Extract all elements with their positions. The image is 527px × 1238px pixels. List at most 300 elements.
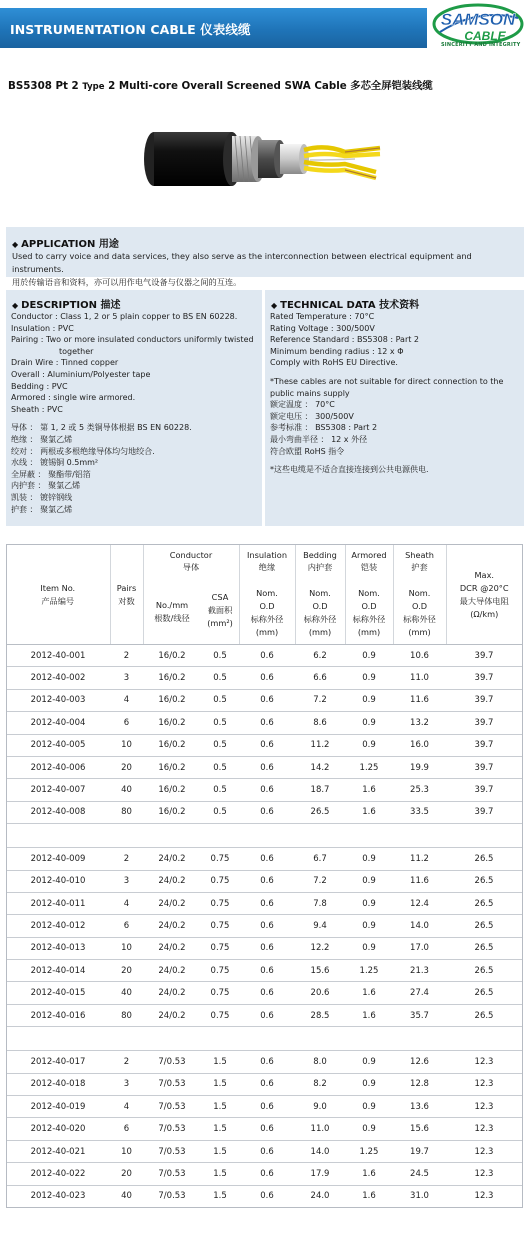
header-text: Nom. bbox=[358, 588, 380, 598]
header-text: Insulation bbox=[246, 550, 288, 560]
table-cell: 11.2 bbox=[295, 734, 345, 756]
header-text: O.D bbox=[259, 601, 275, 611]
technical-line-cn: 符合欧盟 RoHS 指令 bbox=[270, 446, 345, 456]
table-cell: 4 bbox=[110, 1096, 143, 1118]
table-cell: 2012-40-006 bbox=[6, 756, 110, 778]
table-cell: 6 bbox=[110, 1118, 143, 1140]
table-cell: 0.9 bbox=[345, 734, 393, 756]
description-line-cn: 绝缘 ： 聚氯乙烯 bbox=[11, 434, 73, 444]
header-text: 截面积 bbox=[207, 605, 233, 615]
table-cell: 0.5 bbox=[201, 645, 239, 667]
table-cell: 26.5 bbox=[446, 937, 522, 959]
description-panel bbox=[6, 290, 262, 526]
header-text: Item No. bbox=[40, 583, 76, 593]
table-cell: 40 bbox=[110, 1185, 143, 1207]
table-cell: 7/0.53 bbox=[143, 1073, 201, 1095]
header-insulation bbox=[239, 544, 295, 645]
table-cell: 16/0.2 bbox=[143, 689, 201, 711]
header-item bbox=[6, 544, 110, 645]
header-text: 铠装 bbox=[360, 562, 378, 572]
header-text: Sheath bbox=[405, 550, 434, 560]
table-cell: 0.6 bbox=[239, 1140, 295, 1162]
table-cell: 40 bbox=[110, 982, 143, 1004]
table-cell: 17.9 bbox=[295, 1163, 345, 1185]
table-header-row bbox=[6, 544, 522, 645]
table-cell: 28.5 bbox=[295, 1004, 345, 1026]
table-cell: 26.5 bbox=[446, 1004, 522, 1026]
table-cell: 0.9 bbox=[345, 645, 393, 667]
table-cell: 1.6 bbox=[345, 1004, 393, 1026]
table-cell: 0.9 bbox=[345, 1096, 393, 1118]
table-cell: 0.5 bbox=[201, 801, 239, 823]
header-text: Max. bbox=[474, 570, 495, 580]
table-row bbox=[6, 1163, 522, 1185]
table-cell: 39.7 bbox=[446, 734, 522, 756]
table-cell: 24/0.2 bbox=[143, 848, 201, 870]
table-cell: 1.6 bbox=[345, 1163, 393, 1185]
table-cell: 40 bbox=[110, 779, 143, 801]
table-row bbox=[6, 1004, 522, 1026]
table-cell: 15.6 bbox=[393, 1118, 446, 1140]
table-cell: 1.6 bbox=[345, 1185, 393, 1207]
table-cell: 2012-40-008 bbox=[6, 801, 110, 823]
table-row bbox=[6, 848, 522, 870]
table-cell: 12.3 bbox=[446, 1140, 522, 1162]
header-text: 标称外径 bbox=[303, 614, 337, 624]
table-cell: 12.2 bbox=[295, 937, 345, 959]
table-cell: 2012-40-012 bbox=[6, 915, 110, 937]
description-line-cn: 全屏蔽 ： 聚酯带/铝箔 bbox=[11, 469, 91, 479]
table-cell: 25.3 bbox=[393, 779, 446, 801]
table-cell: 21.3 bbox=[393, 960, 446, 982]
table-cell: 0.9 bbox=[345, 870, 393, 892]
description-line: Drain Wire : Tinned copper bbox=[11, 358, 119, 368]
header-dcr bbox=[446, 544, 522, 645]
table-cell: 7/0.53 bbox=[143, 1140, 201, 1162]
table-cell: 7.2 bbox=[295, 689, 345, 711]
table-cell: 2 bbox=[110, 848, 143, 870]
table-cell: 0.9 bbox=[345, 1073, 393, 1095]
table-cell: 2012-40-003 bbox=[6, 689, 110, 711]
header-text: 最大导体电阻 bbox=[459, 596, 509, 606]
table-cell: 2012-40-023 bbox=[6, 1185, 110, 1207]
table-cell: 19.7 bbox=[393, 1140, 446, 1162]
table-cell: 14.0 bbox=[393, 915, 446, 937]
table-cell: 2012-40-016 bbox=[6, 1004, 110, 1026]
table-cell: 0.6 bbox=[239, 689, 295, 711]
description-line: Pairing : Two or more insulated conductors uniformly twisted bbox=[11, 335, 254, 345]
table-cell: 13.2 bbox=[393, 712, 446, 734]
header-text: (mm²) bbox=[207, 618, 233, 628]
table-cell: 2012-40-020 bbox=[6, 1118, 110, 1140]
diamond-bullet-icon: ◆ bbox=[12, 240, 19, 249]
table-cell: 1.5 bbox=[201, 1140, 239, 1162]
table-cell: 1.25 bbox=[345, 1140, 393, 1162]
table-cell: 2012-40-018 bbox=[6, 1073, 110, 1095]
table-cell: 7/0.53 bbox=[143, 1051, 201, 1073]
table-cell: 16/0.2 bbox=[143, 712, 201, 734]
table-row bbox=[6, 734, 522, 756]
table-cell: 10 bbox=[110, 1140, 143, 1162]
table-cell: 0.9 bbox=[345, 892, 393, 914]
table-cell: 7/0.53 bbox=[143, 1096, 201, 1118]
header-text: 护套 bbox=[411, 562, 428, 572]
table-row bbox=[6, 1118, 522, 1140]
table-cell: 0.6 bbox=[239, 779, 295, 801]
header-pairs bbox=[110, 544, 143, 645]
header-text: (Ω/km) bbox=[470, 609, 499, 619]
table-cell: 0.5 bbox=[201, 667, 239, 689]
table-cell: 2012-40-004 bbox=[6, 712, 110, 734]
table-cell: 2012-40-010 bbox=[6, 870, 110, 892]
table-cell: 0.6 bbox=[239, 801, 295, 823]
table-cell: 0.6 bbox=[239, 734, 295, 756]
table-row bbox=[6, 1073, 522, 1095]
table-cell: 0.6 bbox=[239, 712, 295, 734]
table-spacer-row bbox=[6, 824, 522, 848]
table-cell: 24/0.2 bbox=[143, 915, 201, 937]
technical-line-cn: 额定电压 ： 300/500V bbox=[270, 411, 354, 421]
table-cell: 6 bbox=[110, 712, 143, 734]
description-line-cn: 导体 ： 第 1, 2 或 5 类铜导体根据 BS EN 60228. bbox=[11, 423, 192, 433]
table-cell: 11.0 bbox=[295, 1118, 345, 1140]
table-cell: 0.75 bbox=[201, 870, 239, 892]
table-cell: 8.2 bbox=[295, 1073, 345, 1095]
table-row bbox=[6, 645, 522, 667]
table-row bbox=[6, 982, 522, 1004]
table-cell: 0.75 bbox=[201, 1004, 239, 1026]
description-line-cn: 内护套 ： 聚氯乙烯 bbox=[11, 481, 81, 491]
table-cell: 0.5 bbox=[201, 756, 239, 778]
table-cell: 2012-40-011 bbox=[6, 892, 110, 914]
table-cell: 0.9 bbox=[345, 848, 393, 870]
table-cell: 0.6 bbox=[239, 1118, 295, 1140]
description-line-cn: 凯装 ： 镀锌钢线 bbox=[11, 492, 73, 502]
table-cell: 0.5 bbox=[201, 734, 239, 756]
table-cell: 18.7 bbox=[295, 779, 345, 801]
table-cell: 12.3 bbox=[446, 1118, 522, 1140]
table-cell: 12.3 bbox=[446, 1073, 522, 1095]
table-row bbox=[6, 870, 522, 892]
table-cell: 2012-40-002 bbox=[6, 667, 110, 689]
table-cell: 8.0 bbox=[295, 1051, 345, 1073]
table-row bbox=[6, 689, 522, 711]
table-row bbox=[6, 937, 522, 959]
table-cell: 0.75 bbox=[201, 848, 239, 870]
table-cell: 12.3 bbox=[446, 1051, 522, 1073]
table-cell: 26.5 bbox=[295, 801, 345, 823]
table-cell: 7/0.53 bbox=[143, 1185, 201, 1207]
table-cell: 12.6 bbox=[393, 1051, 446, 1073]
table-cell: 10 bbox=[110, 937, 143, 959]
table-cell: 26.5 bbox=[446, 960, 522, 982]
table-cell: 20 bbox=[110, 960, 143, 982]
header-text: O.D bbox=[361, 601, 377, 611]
table-cell: 20.6 bbox=[295, 982, 345, 1004]
table-cell: 16/0.2 bbox=[143, 756, 201, 778]
header-text: (mm) bbox=[308, 627, 332, 637]
table-cell: 14.2 bbox=[295, 756, 345, 778]
table-cell: 1.25 bbox=[345, 960, 393, 982]
header-text: Nom. bbox=[256, 588, 278, 598]
table-cell: 11.6 bbox=[393, 870, 446, 892]
table-spacer-cell bbox=[6, 1027, 522, 1051]
table-cell: 12.4 bbox=[393, 892, 446, 914]
table-cell: 26.5 bbox=[446, 870, 522, 892]
table-cell: 24/0.2 bbox=[143, 870, 201, 892]
table-cell: 0.75 bbox=[201, 892, 239, 914]
technical-panel bbox=[265, 290, 524, 526]
table-cell: 2012-40-014 bbox=[6, 960, 110, 982]
table-cell: 10.6 bbox=[393, 645, 446, 667]
technical-line: Reference Standard : BS5308 : Part 2 bbox=[270, 335, 419, 345]
table-cell: 6.2 bbox=[295, 645, 345, 667]
table-cell: 0.75 bbox=[201, 960, 239, 982]
table-cell: 6.7 bbox=[295, 848, 345, 870]
table-cell: 2012-40-007 bbox=[6, 779, 110, 801]
table-cell: 0.6 bbox=[239, 1185, 295, 1207]
header-text: 标称外径 bbox=[352, 614, 386, 624]
table-cell: 4 bbox=[110, 689, 143, 711]
table-cell: 2 bbox=[110, 645, 143, 667]
spec-table-body bbox=[6, 544, 522, 1207]
table-cell: 11.2 bbox=[393, 848, 446, 870]
application-text-cn: 用於传输语音和资料，亦可以用作电气设备与仪器之间的互连。 bbox=[12, 277, 242, 287]
table-cell: 0.6 bbox=[239, 1096, 295, 1118]
table-cell: 1.25 bbox=[345, 756, 393, 778]
table-cell: 0.6 bbox=[239, 1073, 295, 1095]
application-text bbox=[12, 250, 526, 289]
table-cell: 15.6 bbox=[295, 960, 345, 982]
table-cell: 1.5 bbox=[201, 1163, 239, 1185]
table-row bbox=[6, 892, 522, 914]
technical-heading: ◆ TECHNICAL DATA 技术资料 bbox=[271, 300, 420, 311]
table-cell: 2 bbox=[110, 1051, 143, 1073]
table-cell: 12.8 bbox=[393, 1073, 446, 1095]
header-text: Pairs bbox=[116, 583, 137, 593]
table-cell: 1.5 bbox=[201, 1096, 239, 1118]
table-cell: 0.6 bbox=[239, 848, 295, 870]
header-text: (mm) bbox=[357, 627, 381, 637]
technical-note-en: *These cables are not suitable for direct connection to the bbox=[270, 376, 504, 386]
table-cell: 7.2 bbox=[295, 870, 345, 892]
table-row bbox=[6, 667, 522, 689]
header-text: O.D bbox=[312, 601, 328, 611]
table-cell: 24/0.2 bbox=[143, 982, 201, 1004]
table-cell: 7.8 bbox=[295, 892, 345, 914]
technical-line-cn: 额定温度 ： 70°C bbox=[270, 400, 335, 410]
table-cell: 17.0 bbox=[393, 937, 446, 959]
header-bedding bbox=[295, 544, 345, 645]
table-row bbox=[6, 1140, 522, 1162]
product-title-a: BS5308 Pt 2 bbox=[8, 80, 79, 92]
description-line: Insulation : PVC bbox=[11, 323, 74, 333]
table-cell: 0.6 bbox=[239, 982, 295, 1004]
header-text: (mm) bbox=[255, 627, 279, 637]
header-text: 绝缘 bbox=[258, 562, 276, 572]
table-cell: 12.3 bbox=[446, 1163, 522, 1185]
table-row bbox=[6, 756, 522, 778]
product-title-c: 2 Multi-core Overall Screened SWA Cable 多芯全屏铠装线缆 bbox=[108, 80, 433, 92]
technical-lines bbox=[270, 311, 503, 476]
page-header bbox=[0, 0, 527, 60]
product-title-b: Type bbox=[82, 82, 105, 92]
table-cell: 0.75 bbox=[201, 982, 239, 1004]
table-cell: 0.6 bbox=[239, 915, 295, 937]
table-row bbox=[6, 712, 522, 734]
table-row bbox=[6, 779, 522, 801]
table-cell: 24/0.2 bbox=[143, 1004, 201, 1026]
header-text: Nom. bbox=[408, 588, 431, 598]
table-cell: 2012-40-013 bbox=[6, 937, 110, 959]
table-cell: 0.6 bbox=[239, 960, 295, 982]
table-cell: 80 bbox=[110, 1004, 143, 1026]
header-text: Nom. bbox=[309, 588, 331, 598]
table-cell: 0.9 bbox=[345, 1118, 393, 1140]
description-line-cn: 水线 ： 镀锡铜 0.5mm² bbox=[11, 458, 99, 468]
table-row bbox=[6, 1185, 522, 1207]
technical-line-cn: 最小弯曲半径 ： 12 x 外径 bbox=[270, 434, 368, 444]
table-cell: 39.7 bbox=[446, 689, 522, 711]
technical-line-cn: 参考标准 ： BS5308 : Part 2 bbox=[270, 423, 378, 433]
application-heading: ◆ APPLICATION 用途 bbox=[12, 239, 119, 250]
table-cell: 26.5 bbox=[446, 915, 522, 937]
table-cell: 0.6 bbox=[239, 645, 295, 667]
table-cell: 8.6 bbox=[295, 712, 345, 734]
header-armored bbox=[345, 544, 393, 645]
table-cell: 24.0 bbox=[295, 1185, 345, 1207]
table-cell: 0.9 bbox=[345, 712, 393, 734]
table-cell: 1.6 bbox=[345, 982, 393, 1004]
table-cell: 16/0.2 bbox=[143, 779, 201, 801]
table-cell: 14.0 bbox=[295, 1140, 345, 1162]
description-line-cn: 护套 ： 聚氯乙烯 bbox=[11, 504, 73, 514]
table-cell: 6.6 bbox=[295, 667, 345, 689]
header-text: 标称外径 bbox=[403, 614, 436, 624]
table-cell: 24/0.2 bbox=[143, 960, 201, 982]
table-cell: 31.0 bbox=[393, 1185, 446, 1207]
table-cell: 20 bbox=[110, 756, 143, 778]
logo-text-top: SAMSON bbox=[440, 10, 516, 29]
table-row bbox=[6, 960, 522, 982]
header-text: O.D bbox=[411, 601, 428, 611]
header-text: Bedding bbox=[303, 550, 337, 560]
table-cell: 10 bbox=[110, 734, 143, 756]
table-cell: 11.0 bbox=[393, 667, 446, 689]
table-cell: 1.5 bbox=[201, 1118, 239, 1140]
table-cell: 16/0.2 bbox=[143, 801, 201, 823]
table-cell: 2012-40-005 bbox=[6, 734, 110, 756]
description-line: Sheath : PVC bbox=[11, 404, 63, 414]
table-row bbox=[6, 1051, 522, 1073]
table-cell: 2012-40-017 bbox=[6, 1051, 110, 1073]
description-line-cn: 绞对 ： 两根或多根绝缘导体均匀地绞合. bbox=[11, 446, 155, 456]
header-text: 根数/线径 bbox=[154, 613, 190, 623]
diamond-bullet-icon: ◆ bbox=[271, 301, 278, 310]
table-cell: 0.9 bbox=[345, 689, 393, 711]
table-cell: 20 bbox=[110, 1163, 143, 1185]
diamond-bullet-icon: ◆ bbox=[12, 301, 19, 310]
table-cell: 1.6 bbox=[345, 801, 393, 823]
header-text: 对数 bbox=[118, 596, 135, 606]
table-cell: 6 bbox=[110, 915, 143, 937]
table-cell: 0.6 bbox=[239, 1004, 295, 1026]
table-cell: 26.5 bbox=[446, 892, 522, 914]
table-cell: 0.9 bbox=[345, 915, 393, 937]
header-text: CSA bbox=[211, 592, 229, 602]
table-cell: 9.0 bbox=[295, 1096, 345, 1118]
table-cell: 2012-40-021 bbox=[6, 1140, 110, 1162]
table-cell: 0.75 bbox=[201, 937, 239, 959]
description-line: Overall : Aluminium/Polyester tape bbox=[11, 369, 151, 379]
technical-line: Comply with RoHS EU Directive. bbox=[270, 358, 398, 368]
table-row bbox=[6, 915, 522, 937]
table-cell: 2012-40-015 bbox=[6, 982, 110, 1004]
table-cell: 16.0 bbox=[393, 734, 446, 756]
table-cell: 7/0.53 bbox=[143, 1118, 201, 1140]
header-text: Armored bbox=[351, 550, 387, 560]
table-cell: 2012-40-022 bbox=[6, 1163, 110, 1185]
description-line: Conductor : Class 1, 2 or 5 plain copper to BS EN 60228. bbox=[11, 312, 238, 321]
cable-illustration bbox=[140, 122, 385, 197]
table-cell: 9.4 bbox=[295, 915, 345, 937]
table-cell: 26.5 bbox=[446, 982, 522, 1004]
table-cell: 3 bbox=[110, 870, 143, 892]
table-cell: 1.6 bbox=[345, 779, 393, 801]
table-cell: 0.6 bbox=[239, 667, 295, 689]
table-cell: 16/0.2 bbox=[143, 645, 201, 667]
table-cell: 0.6 bbox=[239, 756, 295, 778]
table-cell: 39.7 bbox=[446, 712, 522, 734]
header-text: 产品编号 bbox=[41, 596, 75, 606]
description-line: Armored : single wire armored. bbox=[11, 393, 136, 403]
product-title bbox=[8, 77, 433, 92]
table-cell: 24/0.2 bbox=[143, 937, 201, 959]
technical-line: Minimum bending radius : 12 x Φ bbox=[270, 346, 404, 356]
table-cell: 2012-40-001 bbox=[6, 645, 110, 667]
header-conductor bbox=[143, 544, 239, 645]
table-cell: 24/0.2 bbox=[143, 892, 201, 914]
table-cell: 0.6 bbox=[239, 1051, 295, 1073]
header-text: 导体 bbox=[182, 562, 200, 572]
table-cell: 0.5 bbox=[201, 779, 239, 801]
description-heading: ◆ DESCRIPTION 描述 bbox=[12, 300, 121, 311]
table-row bbox=[6, 1096, 522, 1118]
table-cell: 0.9 bbox=[345, 937, 393, 959]
logo-tagline: SINCERITY AND INTEGRITY bbox=[441, 42, 521, 48]
table-cell: 13.6 bbox=[393, 1096, 446, 1118]
spec-table bbox=[6, 544, 522, 1208]
table-cell: 0.9 bbox=[345, 667, 393, 689]
table-cell: 3 bbox=[110, 1073, 143, 1095]
table-cell: 2012-40-009 bbox=[6, 848, 110, 870]
table-cell: 0.5 bbox=[201, 712, 239, 734]
technical-line: Rated Temperature : 70°C bbox=[270, 312, 375, 321]
table-cell: 35.7 bbox=[393, 1004, 446, 1026]
header-text: (mm) bbox=[408, 627, 431, 637]
table-cell: 0.75 bbox=[201, 915, 239, 937]
header-text: 内护套 bbox=[307, 562, 333, 572]
header-sheath bbox=[393, 544, 446, 645]
header-text: No./mm bbox=[155, 600, 189, 610]
table-cell: 80 bbox=[110, 801, 143, 823]
table-cell: 33.5 bbox=[393, 801, 446, 823]
table-cell: 16/0.2 bbox=[143, 667, 201, 689]
table-cell: 11.6 bbox=[393, 689, 446, 711]
technical-note-cn: *这些电缆是不适合直接连接到公共电源供电. bbox=[270, 465, 429, 475]
table-cell: 39.7 bbox=[446, 756, 522, 778]
table-cell: 4 bbox=[110, 892, 143, 914]
